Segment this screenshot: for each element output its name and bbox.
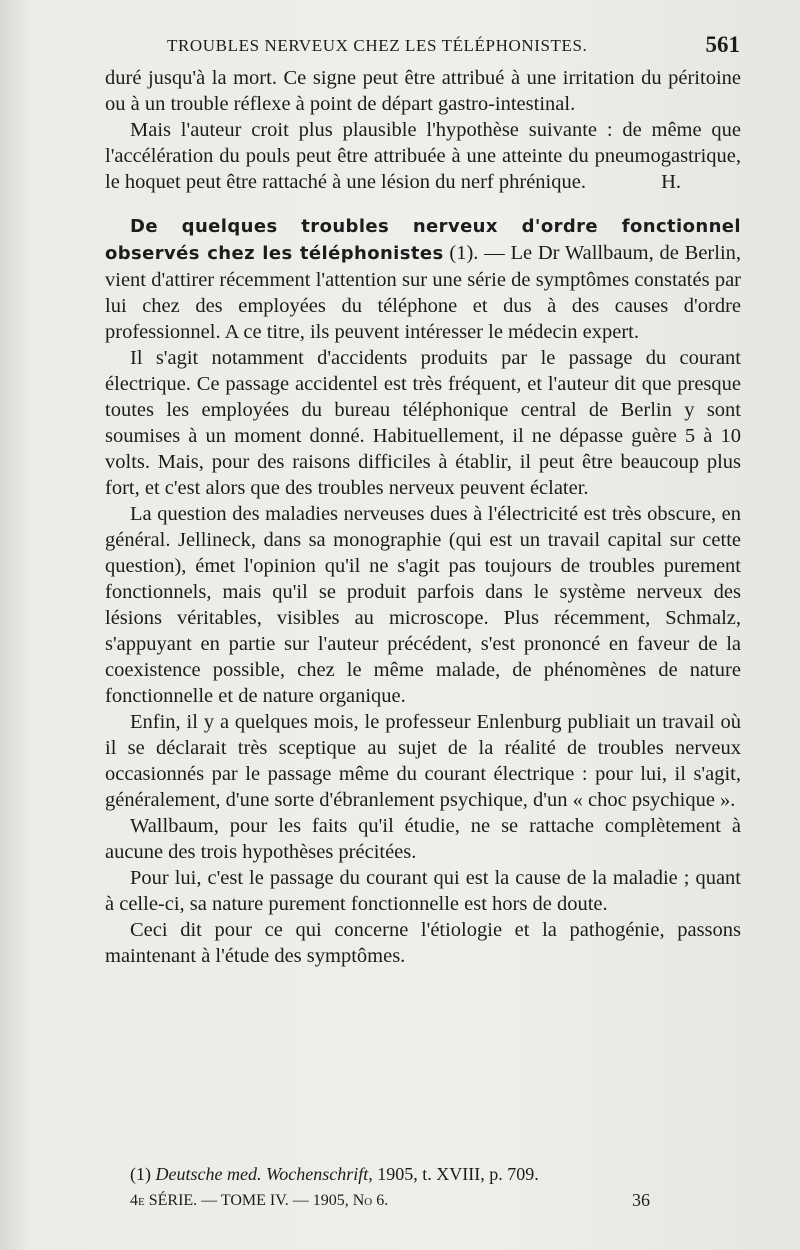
- paragraph-question: La question des maladies nerveuses dues à l'électricité est très obscure, en général. Jellineck, dans sa monographie (qui est un travail capital sur cette question), émet l'opinion qu'il ne s'agit pas toujours de troubles purement fonctionnels, mais qu'il se produit parfois dans le système nerveux des lésions véritables, visibles au microscope. Plus récemment, Schmalz, s'appuyant en partie sur l'auteur précédent, s'est prononcé en faveur de la coexistence possible, chez le même malade, de phénomènes de nature fonctionnelle et de nature organique.: [105, 503, 741, 707]
- footnote-reference: (1).: [449, 242, 479, 264]
- section-intro-text: — Le Dr Wallbaum, de Berlin, vient d'attirer récemment l'attention sur une série de symptômes constatés par lui chez des employées du téléphone et dus à des causes d'ordre professionnel. A ce titre, ils peuvent intéresser le médecin expert.: [105, 242, 742, 343]
- paragraph-transition: Ceci dit pour ce qui concerne l'étiologie et la pathogénie, passons maintenant à l'étude des symptômes.: [105, 919, 741, 967]
- footer-series: 4e SÉRIE. — TOME IV. — 1905, No 6.: [130, 1192, 389, 1209]
- page-number: 561: [705, 32, 740, 57]
- body-text: [105, 65, 741, 969]
- page-footer: [130, 1192, 650, 1216]
- paragraph-continuation: duré jusqu'à la mort. Ce signe peut être attribué à une irritation du péritoine ou à un trouble réflexe à point de départ gastro-intestinal.: [105, 67, 741, 115]
- signature-number: 36: [632, 1190, 650, 1210]
- footnote-journal: Deutsche med. Wochenschrift,: [155, 1164, 373, 1184]
- footnote-details: 1905, t. XVIII, p. 709.: [377, 1164, 539, 1184]
- paragraph-hypothesis: Mais l'auteur croit plus plausible l'hypothèse suivante : de même que l'accélération du pouls peut être attribuée à une atteinte du pneumogastrique, le hoquet peut être rattaché à une lésion du nerf phrénique.: [105, 119, 741, 193]
- author-signature: H.: [661, 171, 681, 193]
- paragraph-accidents: Il s'agit notamment d'accidents produits par le passage du courant électrique. Ce passage accidentel est très fréquent, et l'auteur dit que presque toutes les employées du bureau téléphonique central de Berlin y sont soumises à un moment donné. Habituellement, il ne dépasse guère 5 à 10 volts. Mais, pour des raisons difficiles à établir, il peut être beaucoup plus fort, et c'est alors que des troubles nerveux peuvent éclater.: [105, 347, 741, 499]
- running-title: TROUBLES NERVEUX CHEZ LES TÉLÉPHONISTES.: [167, 36, 588, 55]
- footnote-marker: (1): [130, 1164, 151, 1184]
- section-paragraph: [105, 213, 741, 345]
- footnote: [130, 1164, 539, 1185]
- paragraph-cause: Pour lui, c'est le passage du courant qui est la cause de la maladie ; quant à celle-ci, sa nature purement fonctionnelle est hors de doute.: [105, 867, 741, 915]
- running-head: [112, 32, 744, 62]
- paragraph-wallbaum: Wallbaum, pour les faits qu'il étudie, ne se rattache complètement à aucune des trois hypothèses précitées.: [105, 815, 741, 863]
- section-heading: De quelques troubles nerveux d'ordre fonctionnel observés chez les téléphonistes: [105, 216, 741, 264]
- paragraph-enlenburg: Enfin, il y a quelques mois, le professeur Enlenburg publiait un travail où il se déclarait très sceptique au sujet de la réalité de troubles nerveux occasionnés par le passage même du courant électrique : pour lui, il s'agit, généralement, d'une sorte d'ébranlement psychique, d'un « choc psychique ».: [105, 711, 741, 811]
